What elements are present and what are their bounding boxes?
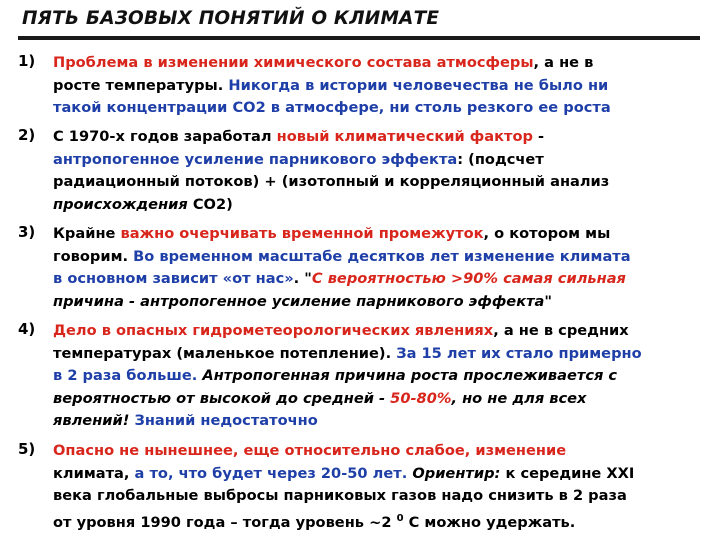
text-segment: климата,: [53, 464, 135, 482]
text-line: [53, 365, 708, 388]
text-segment: Ориентир:: [412, 464, 501, 482]
text-segment: росте температуры.: [53, 76, 229, 94]
text-segment: антропогенное усиление парникового эффекта: [53, 150, 458, 168]
text-segment: к середине XXI: [500, 464, 635, 482]
text-segment: в 2 раза больше.: [53, 367, 203, 385]
text-line: [53, 485, 708, 508]
item-text: [53, 126, 708, 216]
item-text: [53, 52, 708, 120]
text-segment: 0: [396, 512, 404, 524]
text-line: [53, 246, 708, 269]
text-segment: СО2): [187, 195, 233, 213]
text-segment: причина - антропогенное усиление парникового эффекта: [53, 292, 545, 310]
text-segment: -: [532, 128, 545, 145]
text-segment: говорим.: [53, 247, 134, 265]
text-line: [53, 126, 708, 149]
item-number: 5): [18, 440, 36, 458]
text-segment: явлений!: [53, 412, 130, 430]
text-segment: 50-80%: [390, 389, 452, 407]
text-line: [53, 75, 708, 98]
text-segment: . ": [293, 270, 312, 288]
text-line: [53, 171, 708, 194]
item-number: 1): [18, 52, 36, 70]
text-segment: С вероятностью >90% самая сильная: [311, 270, 626, 288]
text-line: [53, 343, 708, 366]
text-line: [53, 320, 708, 343]
text-line: [53, 388, 708, 411]
item-number: 2): [18, 126, 36, 144]
text-line: [53, 52, 708, 75]
text-line: [53, 223, 708, 246]
text-segment: важно очерчивать временной промежуток: [120, 225, 484, 242]
text-segment: радиационный потоков) + (изотопный и корреляционный анализ: [53, 173, 610, 191]
text-segment: вероятностью от высокой до средней -: [53, 389, 391, 407]
text-line: [53, 463, 708, 486]
text-segment: Дело в опасных гидрометеорологических явлениях: [53, 322, 494, 339]
text-segment: а то, что будет через 20-50 лет.: [134, 464, 408, 482]
text-segment: ": [544, 292, 553, 310]
item-number: 3): [18, 223, 36, 241]
text-line: [53, 508, 708, 531]
text-segment: Никогда в истории человечества не было ни: [228, 76, 609, 94]
text-segment: температурах (маленькое потепление).: [53, 344, 397, 362]
text-segment: в основном зависит «от нас»: [53, 270, 294, 288]
text-segment: от уровня 1990 года – тогда уровень ~2: [53, 513, 397, 531]
title-underline: [18, 36, 700, 40]
text-line: [53, 291, 708, 314]
text-segment: Знаний недостаточно: [129, 412, 318, 430]
text-segment: За 15 лет их стало примерно: [396, 344, 642, 362]
text-segment: века глобальные выбросы парниковых газов надо снизить в 2 раза: [53, 487, 627, 505]
text-segment: Во временном масштабе десятков лет изменение климата: [133, 247, 631, 265]
text-line: [53, 194, 708, 217]
text-segment: С 1970-х годов заработал: [53, 128, 277, 145]
text-line: [53, 149, 708, 172]
item-number: 4): [18, 320, 36, 338]
text-segment: , а не в: [533, 54, 594, 71]
text-segment: Опасно не нынешнее, еще относительно слабое, изменение: [53, 442, 567, 459]
slide-title: ПЯТЬ БАЗОВЫХ ПОНЯТИЙ О КЛИМАТЕ: [22, 8, 440, 29]
text-segment: , но не для всех: [451, 389, 587, 407]
text-segment: С можно удержать.: [403, 513, 576, 531]
text-line: [53, 440, 708, 463]
text-segment: , а не в средних: [493, 322, 629, 339]
text-segment: Антропогенная причина роста прослеживается с: [202, 367, 618, 385]
text-line: [53, 268, 708, 291]
text-segment: Крайне: [53, 225, 121, 242]
text-segment: происхождения: [53, 195, 188, 213]
item-text: [53, 223, 708, 313]
text-line: [53, 97, 708, 120]
text-segment: такой концентрации СО2 в атмосфере, ни столь резкого ее роста: [53, 99, 611, 117]
item-text: [53, 320, 708, 433]
text-segment: новый климатический фактор: [276, 128, 533, 145]
text-segment: , о котором мы: [483, 225, 611, 242]
item-text: [53, 440, 708, 530]
text-segment: : (подсчет: [457, 150, 544, 168]
text-segment: Проблема в изменении химического состава атмосферы: [53, 54, 534, 71]
text-line: [53, 410, 708, 433]
